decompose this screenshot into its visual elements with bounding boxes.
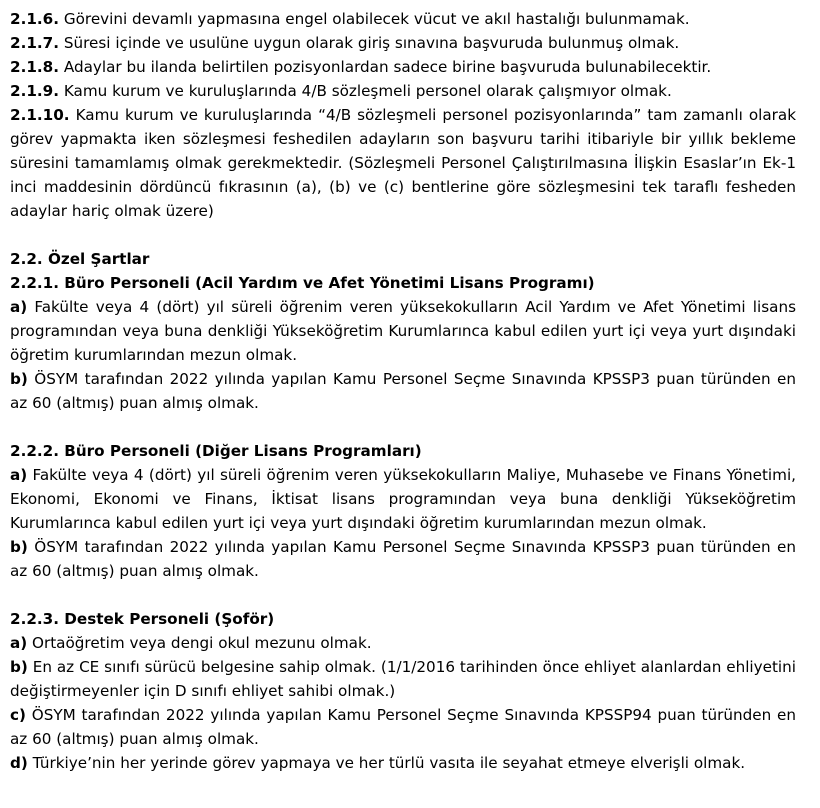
condition-label: b) bbox=[10, 370, 28, 388]
item-text: Süresi içinde ve usulüne uygun olarak giriş sınavına başvuruda bulunmuş olmak. bbox=[59, 34, 680, 52]
item-2-1-9 bbox=[10, 79, 796, 103]
item-text: Adaylar bu ilanda belirtilen pozisyonlardan sadece birine başvuruda bulunabilecektir. bbox=[59, 58, 712, 76]
item-number: 2.1.7. bbox=[10, 34, 60, 52]
subsection-heading-2-2-3: 2.2.3. Destek Personeli (Şoför) bbox=[10, 610, 275, 628]
spacer bbox=[10, 415, 796, 439]
item-2-1-7 bbox=[10, 31, 796, 55]
condition-label: d) bbox=[10, 754, 28, 772]
condition-text: Fakülte veya 4 (dört) yıl süreli öğrenim veren yüksekokulların Acil Yardım ve Afet Yönetimi lisans programından veya buna denkliği Yükseköğretim Kurumlarınca kabul edilen yurt içi veya yurt dışındaki öğretim kurumlarından mezun olmak. bbox=[10, 298, 796, 364]
subsection-heading-2-2-2: 2.2.2. Büro Personeli (Diğer Lisans Programları) bbox=[10, 442, 422, 460]
condition-a bbox=[10, 463, 796, 535]
condition-text: ÖSYM tarafından 2022 yılında yapılan Kamu Personel Seçme Sınavında KPSSP3 puan türünden en az 60 (altmış) puan almış olmak. bbox=[10, 370, 796, 412]
item-2-1-8 bbox=[10, 55, 796, 79]
item-2-1-6 bbox=[10, 7, 796, 31]
item-text: Kamu kurum ve kuruluşlarında “4/B sözleşmeli personel pozisyonlarında” tam zamanlı olarak görev yapmakta iken sözleşmesi feshedilen adayların son başvuru tarihi itibariyle bir yıllık bekleme süresini tamamlamış olmak gerekmektedir. (Sözleşmeli Personel Çalıştırılmasına İlişkin Esaslar’ın Ek-1 inci maddesinin dördüncü fıkrasının (a), (b) ve (c) bentlerine göre sözleşmesini tek taraflı fesheden adaylar hariç olmak üzere) bbox=[10, 106, 796, 220]
condition-label: c) bbox=[10, 706, 26, 724]
condition-a bbox=[10, 295, 796, 367]
condition-text: Fakülte veya 4 (dört) yıl süreli öğrenim veren yüksekokulların Maliye, Muhasebe ve Finans Yönetimi, Ekonomi, Ekonomi ve Finans, İktisat lisans programından veya buna denkliği Yükseköğretim Kurumlarınca kabul edilen yurt içi veya yurt dışındaki öğretim kurumlarından mezun olmak. bbox=[10, 466, 796, 532]
condition-label: a) bbox=[10, 466, 28, 484]
condition-label: b) bbox=[10, 538, 28, 556]
condition-text: En az CE sınıfı sürücü belgesine sahip olmak. (1/1/2016 tarihinden önce ehliyet alanlardan ehliyetini değiştirmeyenler için D sınıfı ehliyet sahibi olmak.) bbox=[10, 658, 796, 700]
condition-c bbox=[10, 703, 796, 751]
item-text: Görevini devamlı yapmasına engel olabilecek vücut ve akıl hastalığı bulunmamak. bbox=[59, 10, 690, 28]
item-text: Kamu kurum ve kuruluşlarında 4/B sözleşmeli personel olarak çalışmıyor olmak. bbox=[59, 82, 672, 100]
item-number: 2.1.10. bbox=[10, 106, 70, 124]
item-2-1-10 bbox=[10, 103, 796, 223]
condition-b bbox=[10, 535, 796, 583]
item-number: 2.1.6. bbox=[10, 10, 60, 28]
item-number: 2.1.8. bbox=[10, 58, 60, 76]
condition-label: a) bbox=[10, 298, 28, 316]
spacer bbox=[10, 583, 796, 607]
condition-b bbox=[10, 655, 796, 703]
section-heading-2-2: 2.2. Özel Şartlar bbox=[10, 250, 150, 268]
condition-label: a) bbox=[10, 634, 28, 652]
subsection-heading-2-2-1: 2.2.1. Büro Personeli (Acil Yardım ve Afet Yönetimi Lisans Programı) bbox=[10, 274, 595, 292]
condition-text: Türkiye’nin her yerinde görev yapmaya ve her türlü vasıta ile seyahat etmeye elverişli olmak. bbox=[27, 754, 746, 772]
condition-text: Ortaöğretim veya dengi okul mezunu olmak. bbox=[27, 634, 372, 652]
condition-b bbox=[10, 367, 796, 415]
condition-text: ÖSYM tarafından 2022 yılında yapılan Kamu Personel Seçme Sınavında KPSSP3 puan türünden en az 60 (altmış) puan almış olmak. bbox=[10, 538, 796, 580]
spacer bbox=[10, 223, 796, 247]
condition-d bbox=[10, 751, 796, 775]
condition-a bbox=[10, 631, 796, 655]
condition-label: b) bbox=[10, 658, 28, 676]
item-number: 2.1.9. bbox=[10, 82, 60, 100]
condition-text: ÖSYM tarafından 2022 yılında yapılan Kamu Personel Seçme Sınavında KPSSP94 puan türünden en az 60 (altmış) puan almış olmak. bbox=[10, 706, 796, 748]
